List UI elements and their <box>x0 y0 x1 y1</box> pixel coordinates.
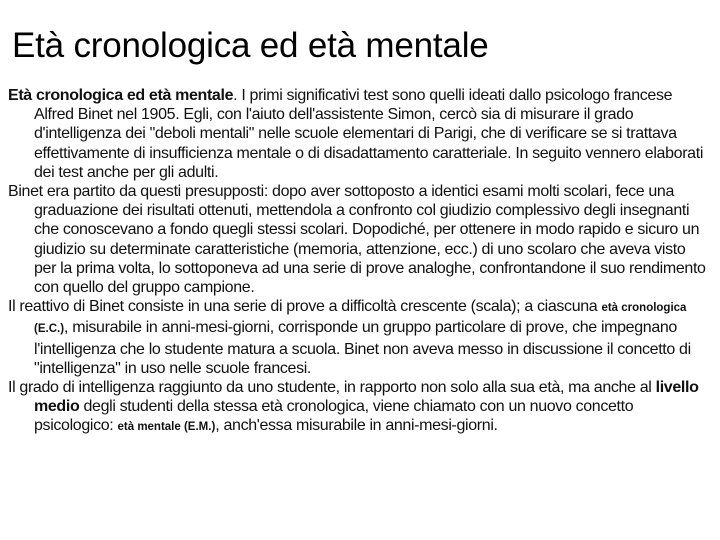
paragraph-1 <box>8 86 708 182</box>
paragraph-text: Binet era partito da questi presupposti: dopo aver sottoposto a identici esami molti scolari, fece una graduazione dei risultati ottenuti, mettendola a confronto col giudizio complessivo degli insegnanti che conoscevano a fondo quegli stessi scolari. Dopodiché, per ottenere in modo rapido e sicuro un giudizio su determinate caratteristiche (memoria, attenzione, ecc.) di uno scolaro che aveva visto per la prima volta, lo sottoponeva ad una serie di prove analoghe, confrontandone il suo rendimento con quello del gruppo campione. <box>8 183 706 297</box>
paragraph-text: Il grado di intelligenza raggiunto da uno studente, in rapporto non solo alla sua età, ma anche al <box>8 379 656 397</box>
slide-body <box>8 86 708 438</box>
lead-term: Età cronologica ed età mentale <box>8 87 234 104</box>
term-chronological-age: età cronologica (E.C.) <box>34 302 687 336</box>
paragraph-2 <box>8 182 708 297</box>
paragraph-4 <box>8 378 708 438</box>
term-mental-age: età mentale (E.M.) <box>117 421 216 434</box>
paragraph-text: , anch'essa misurabile in anni-mesi-giorni. <box>215 417 498 435</box>
paragraph-text: , misurabile in anni-mesi-giorni, corrisponde un gruppo particolare di prove, che impegnano l'intelligenza che lo studente matura a scuola. Binet non aveva messo in discussione il concetto di "intelligenza" in uso nelle scuole francesi. <box>34 319 691 377</box>
highlight-average-level: livello medio <box>34 379 699 416</box>
paragraph-3 <box>8 297 708 378</box>
paragraph-text: . I primi significativi test sono quelli ideati dallo psicologo francese Alfred Binet nel 1905. Egli, con l'aiuto dell'assistente Simon, cercò sia di misurare il grado d'intelligenza dei "deboli mentali" nelle scuole elementari di Parigi, che di verificare se si trattava effettivamente di insufficienza mentale o di disadattamento caratteriale. In seguito vennero elaborati dei test anche per gli adulti. <box>34 87 704 181</box>
slide-title: Età cronologica ed età mentale <box>12 26 489 65</box>
paragraph-text: Il reattivo di Binet consiste in una serie di prove a difficoltà crescente (scala); a ciascuna <box>8 298 602 316</box>
paragraph-text: degli studenti della stessa età cronologica, viene chiamato con un nuovo concetto psicologico: <box>34 398 634 435</box>
